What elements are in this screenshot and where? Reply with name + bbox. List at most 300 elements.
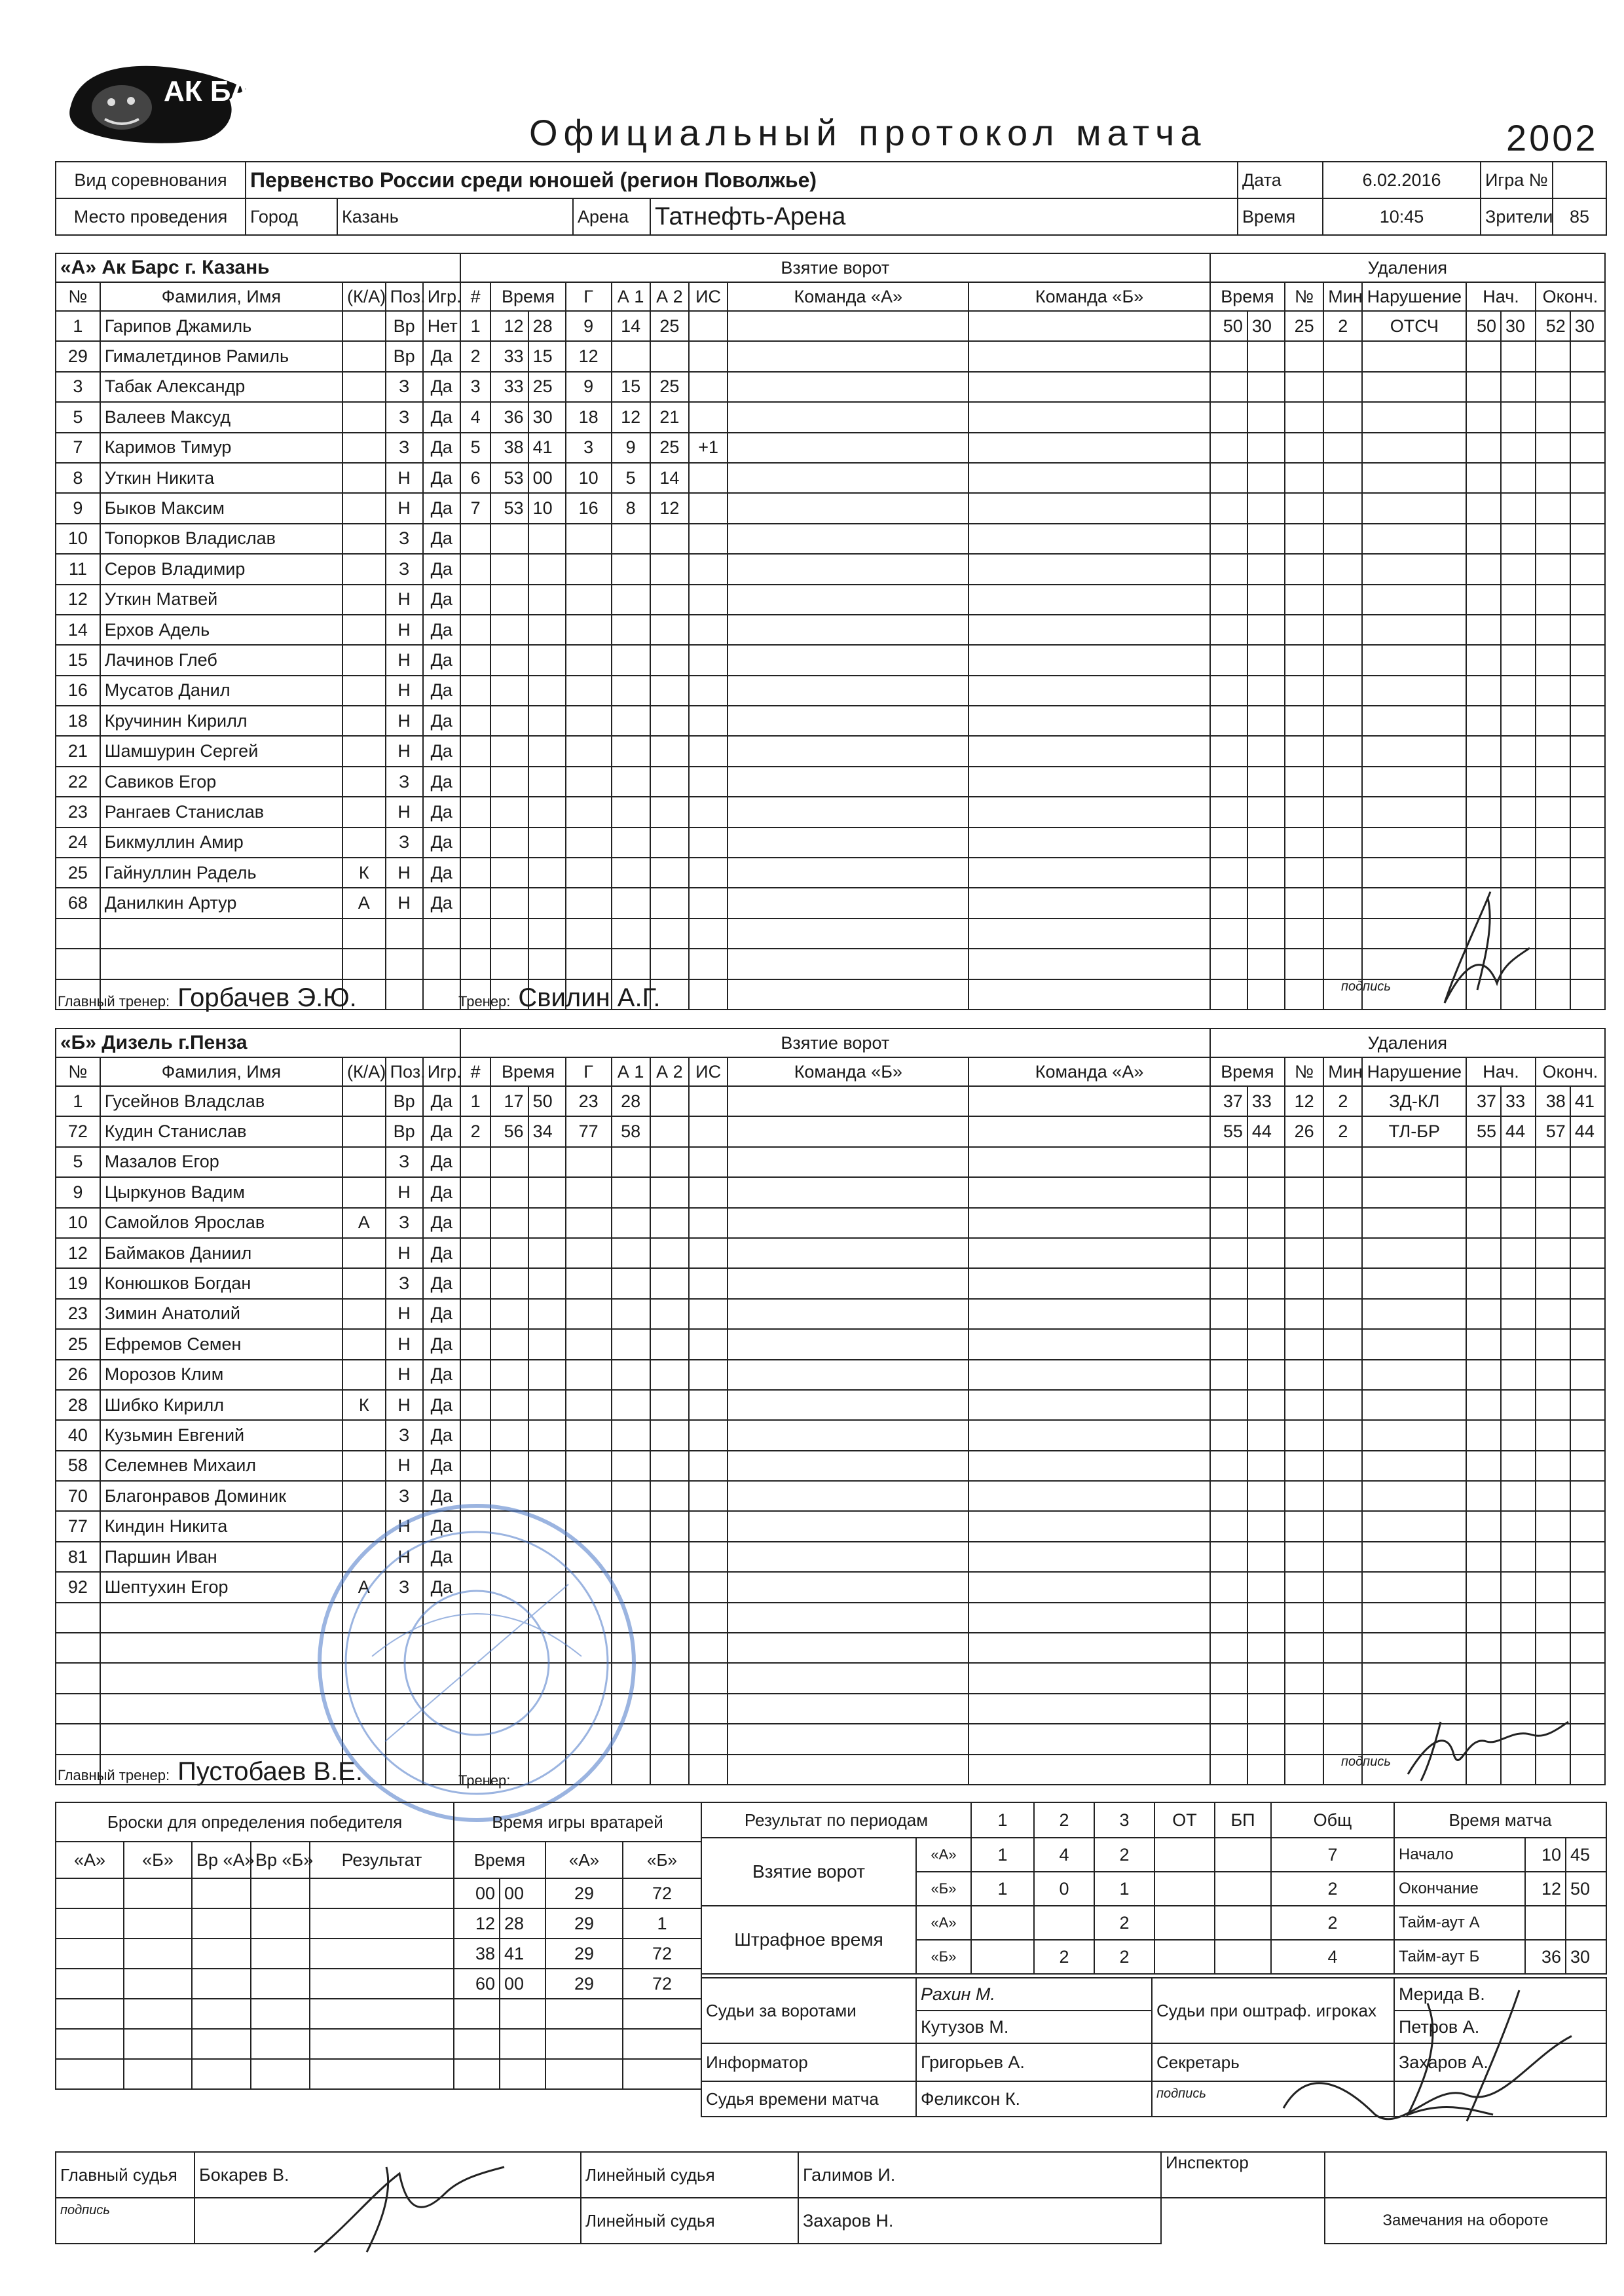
pen-sec (1247, 888, 1285, 918)
pen-end-min (1536, 736, 1570, 766)
pen-start-min (1466, 1360, 1501, 1390)
goals-team-1-cell (728, 1360, 969, 1390)
header-pos: Поз. (386, 282, 423, 311)
pen-end-sec (1570, 736, 1605, 766)
pen-end-sec (1570, 1451, 1605, 1481)
header-info-table (55, 161, 1607, 236)
player-row (56, 402, 1605, 432)
pen-end-min (1536, 706, 1570, 736)
goalie-time-min: 00 (454, 1878, 500, 1908)
pen-start-sec (1501, 1511, 1536, 1541)
game-number: 2002 (1506, 117, 1598, 158)
pen-player (1285, 585, 1323, 615)
goals-b-value (1215, 1872, 1271, 1906)
goal-idx (460, 585, 491, 615)
goals-team-2-cell (969, 463, 1209, 493)
timeout-b-label: Тайм-аут Б (1394, 1940, 1525, 1974)
goals-team-1-cell (728, 433, 969, 463)
shootout-cell (251, 2029, 310, 2059)
goal-assist-1 (612, 797, 650, 827)
goal-assist-2: 14 (650, 463, 689, 493)
shootout-title: Броски для определения победителя (56, 1802, 454, 1842)
goal-assist-1 (612, 1238, 650, 1268)
goal-min (490, 1360, 528, 1390)
goals-team-1-cell (728, 949, 969, 979)
pen-player (1285, 767, 1323, 797)
pen-player (1285, 645, 1323, 675)
pen-min (1210, 1420, 1247, 1450)
player-name: Гусейнов Владслав (100, 1086, 342, 1116)
header-pen-time: Время (1210, 1057, 1285, 1086)
goal-idx (460, 767, 491, 797)
goal-judge-2: Кутузов М. (916, 2011, 1152, 2043)
player-row (56, 1633, 1605, 1663)
goalie-b: 72 (623, 1969, 701, 1999)
pen-player (1285, 736, 1323, 766)
pen-end-sec (1570, 797, 1605, 827)
player-row (56, 858, 1605, 888)
pen-start-sec (1501, 463, 1536, 493)
goals-a-value: 7 (1271, 1838, 1394, 1872)
goal-assist-1 (612, 1420, 650, 1450)
pen-start-min (1466, 1481, 1501, 1511)
header-goal-is: ИС (689, 1057, 728, 1086)
header-goal-time: Время (490, 1057, 565, 1086)
pen-min (1210, 585, 1247, 615)
pen-start-sec (1501, 1360, 1536, 1390)
player-pos: Вр (386, 341, 423, 371)
goal-strength (689, 1451, 728, 1481)
goal-assist-2 (650, 1086, 689, 1116)
date-value: 6.02.2016 (1323, 162, 1481, 198)
player-row (56, 1542, 1605, 1572)
player-name: Шамшурин Сергей (100, 736, 342, 766)
player-num: 9 (56, 1177, 100, 1207)
goal-assist-2: 25 (650, 311, 689, 341)
pen-end-sec (1570, 524, 1605, 554)
shootout-cell (251, 1878, 310, 1908)
player-row (56, 1329, 1605, 1359)
player-played: Да (423, 524, 460, 554)
player-row (56, 645, 1605, 675)
pen-start-sec (1501, 493, 1536, 523)
header-pen-num: № (1285, 282, 1323, 311)
player-pos: Н (386, 463, 423, 493)
goals-a-value: 2 (1094, 1838, 1154, 1872)
pen-min (1210, 979, 1247, 1010)
player-num: 12 (56, 1238, 100, 1268)
player-num: 12 (56, 585, 100, 615)
pen-minutes (1323, 1633, 1362, 1663)
goal-min (490, 767, 528, 797)
time-label: Время (1238, 198, 1323, 235)
pen-start-min (1466, 341, 1501, 371)
goal-sec (528, 858, 566, 888)
goals-team-2-cell (969, 676, 1209, 706)
pen-start-min (1466, 585, 1501, 615)
pen-min (1210, 554, 1247, 584)
pen-sec (1247, 493, 1285, 523)
player-ka (342, 554, 386, 584)
pim-a-team: «А» (916, 1906, 971, 1940)
goal-assist-1: 9 (612, 433, 650, 463)
player-pos (386, 979, 423, 1010)
goal-assist-1 (612, 585, 650, 615)
penalty-judges-label: Судьи при оштраф. игроках (1152, 1978, 1394, 2043)
goal-min (490, 797, 528, 827)
goal-sec: 28 (528, 311, 566, 341)
pen-start-min: 37 (1466, 1086, 1501, 1116)
pen-min (1210, 1238, 1247, 1268)
goal-idx: 1 (460, 311, 491, 341)
goal-idx (460, 1177, 491, 1207)
player-name: Валеев Максуд (100, 402, 342, 432)
pen-end-sec (1570, 1268, 1605, 1298)
goal-strength (689, 311, 728, 341)
pen-min (1210, 1268, 1247, 1298)
goalie-time-table (453, 1802, 702, 2090)
goals-team-2-cell (969, 1542, 1209, 1572)
pen-start-sec (1501, 1603, 1536, 1633)
pen-violation (1362, 706, 1466, 736)
player-played: Да (423, 888, 460, 918)
player-played: Да (423, 676, 460, 706)
pen-player (1285, 433, 1323, 463)
goal-assist-2: 12 (650, 493, 689, 523)
pen-end-min: 57 (1536, 1116, 1570, 1146)
date-label: Дата (1238, 162, 1323, 198)
goal-strength (689, 1177, 728, 1207)
goal-assist-2 (650, 858, 689, 888)
pen-player (1285, 706, 1323, 736)
pen-minutes (1323, 1724, 1362, 1754)
goal-min (490, 585, 528, 615)
player-played: Да (423, 1299, 460, 1329)
goal-sec: 15 (528, 341, 566, 371)
pen-start-min (1466, 828, 1501, 858)
shootout-cell (56, 1878, 124, 1908)
goalie-b (623, 1999, 701, 2029)
goal-strength (689, 1420, 728, 1450)
pen-player (1285, 615, 1323, 645)
pen-start-sec (1501, 706, 1536, 736)
goals-team-1-cell (728, 1603, 969, 1633)
shootout-cell (124, 1999, 192, 2029)
goals-b-value: 1 (971, 1872, 1034, 1906)
goal-idx (460, 797, 491, 827)
pen-end-sec (1570, 1420, 1605, 1450)
penalty-judge-1: Мерида В. (1394, 1978, 1606, 2011)
goals-team-2-cell (969, 1360, 1209, 1390)
pen-minutes (1323, 767, 1362, 797)
goals-b-value: 1 (1094, 1872, 1154, 1906)
goals-team-1-cell (728, 797, 969, 827)
goal-assist-2 (650, 524, 689, 554)
pen-min (1210, 1481, 1247, 1511)
goal-min: 17 (490, 1086, 528, 1116)
player-pos: З (386, 828, 423, 858)
pen-violation (1362, 1147, 1466, 1177)
pen-violation: ЗД-КЛ (1362, 1086, 1466, 1116)
pen-start-sec (1501, 1633, 1536, 1663)
pim-b-value (1215, 1940, 1271, 1974)
match-start-label: Начало (1394, 1838, 1525, 1872)
pen-end-min (1536, 919, 1570, 949)
goals-team-2-cell (969, 1420, 1209, 1450)
team-a-head-coach: Главный тренер: Горбачев Э.Ю. (58, 983, 357, 1012)
player-played (423, 919, 460, 949)
header-played: Игр. (423, 1057, 460, 1086)
goal-assist-1 (612, 736, 650, 766)
goal-assist-1 (612, 676, 650, 706)
goal-scorer (566, 585, 612, 615)
goal-strength (689, 919, 728, 949)
pen-start-min (1466, 1268, 1501, 1298)
player-num: 92 (56, 1572, 100, 1602)
pen-sec (1247, 949, 1285, 979)
goal-strength (689, 615, 728, 645)
player-name: Кузьмин Евгений (100, 1420, 342, 1450)
pen-end-sec: 30 (1570, 311, 1605, 341)
goal-assist-1 (612, 828, 650, 858)
goal-sec (528, 585, 566, 615)
pen-min (1210, 1542, 1247, 1572)
goal-scorer (566, 554, 612, 584)
player-num: 21 (56, 736, 100, 766)
player-pos: Н (386, 888, 423, 918)
goals-team-2-cell (969, 1511, 1209, 1541)
shootout-cell (56, 2029, 124, 2059)
goals-a-value (1154, 1838, 1215, 1872)
pen-start-sec (1501, 645, 1536, 675)
player-played: Да (423, 402, 460, 432)
goal-assist-2 (650, 1238, 689, 1268)
player-num (56, 1663, 100, 1693)
pen-start-min: 55 (1466, 1116, 1501, 1146)
pen-start-sec (1501, 828, 1536, 858)
goal-min (490, 949, 528, 979)
player-name: Серов Владимир (100, 554, 342, 584)
player-num (56, 919, 100, 949)
goalie-a: 29 (545, 1908, 623, 1939)
goal-assist-1: 28 (612, 1086, 650, 1116)
pen-minutes (1323, 919, 1362, 949)
goalie-a (545, 2029, 623, 2059)
player-pos: Н (386, 1299, 423, 1329)
pen-end-sec (1570, 1755, 1605, 1785)
pen-min (1210, 1329, 1247, 1359)
pen-end-sec (1570, 1360, 1605, 1390)
goal-scorer: 18 (566, 402, 612, 432)
player-ka: А (342, 888, 386, 918)
goal-assist-1 (612, 645, 650, 675)
goal-scorer: 77 (566, 1116, 612, 1146)
player-played: Да (423, 767, 460, 797)
pen-player (1285, 676, 1323, 706)
logo-text: АК БАРС (164, 75, 290, 107)
pen-minutes (1323, 1329, 1362, 1359)
player-pos: З (386, 372, 423, 402)
pen-player: 26 (1285, 1116, 1323, 1146)
goals-team-1-cell (728, 311, 969, 341)
pen-start-min (1466, 615, 1501, 645)
goals-a-value: 1 (971, 1838, 1034, 1872)
player-pos (386, 949, 423, 979)
goals-team-1-cell (728, 615, 969, 645)
player-pos: З (386, 1420, 423, 1450)
pim-a-value (1215, 1906, 1271, 1940)
player-played: Да (423, 828, 460, 858)
pen-violation (1362, 645, 1466, 675)
goals-team-2-cell (969, 1755, 1209, 1785)
goals-team-1-cell (728, 676, 969, 706)
pen-start-sec (1501, 341, 1536, 371)
header-name: Фамилия, Имя (100, 282, 342, 311)
goal-sec (528, 797, 566, 827)
competition-value: Первенство России среди юношей (регион Поволжье) (246, 162, 1238, 198)
goal-assist-2 (650, 615, 689, 645)
goal-assist-2 (650, 1329, 689, 1359)
shootout-cell (56, 2059, 124, 2089)
shootout-cell (192, 1999, 251, 2029)
pen-start-min (1466, 1390, 1501, 1420)
shootout-cell (124, 2059, 192, 2089)
pen-end-sec (1570, 554, 1605, 584)
pen-violation (1362, 828, 1466, 858)
pen-min (1210, 1663, 1247, 1693)
goal-sec: 34 (528, 1116, 566, 1146)
pen-violation (1362, 1451, 1466, 1481)
period-header-so: БП (1215, 1802, 1271, 1838)
pen-end-min (1536, 828, 1570, 858)
pen-end-min (1536, 1299, 1570, 1329)
goalie-time-min (454, 2059, 500, 2089)
pen-min (1210, 463, 1247, 493)
pen-start-min (1466, 1329, 1501, 1359)
referees-table (55, 2151, 1607, 2244)
pen-start-min (1466, 1420, 1501, 1450)
player-played: Да (423, 372, 460, 402)
pen-start-sec (1501, 1481, 1536, 1511)
shootout-cell (251, 1908, 310, 1939)
goals-team-1-cell (728, 1724, 969, 1754)
goal-scorer (566, 1329, 612, 1359)
goal-idx: 2 (460, 1116, 491, 1146)
goal-sec (528, 524, 566, 554)
pen-end-sec (1570, 463, 1605, 493)
goals-team-1-cell (728, 1238, 969, 1268)
header-pen-num: № (1285, 1057, 1323, 1086)
pen-start-sec: 44 (1501, 1116, 1536, 1146)
pen-sec (1247, 615, 1285, 645)
goal-assist-2 (650, 1633, 689, 1663)
pen-min (1210, 1208, 1247, 1238)
player-ka (342, 919, 386, 949)
pen-end-min (1536, 585, 1570, 615)
player-name: Мазалов Егор (100, 1147, 342, 1177)
pen-sec (1247, 1633, 1285, 1663)
shootout-cell (124, 1969, 192, 1999)
player-name: Уткин Матвей (100, 585, 342, 615)
pen-sec (1247, 524, 1285, 554)
player-ka (342, 676, 386, 706)
goalie-time-header-b: «Б» (623, 1842, 701, 1878)
player-played: Да (423, 1329, 460, 1359)
player-played: Да (423, 493, 460, 523)
goal-strength (689, 1329, 728, 1359)
header-pen-time: Время (1210, 282, 1285, 311)
pen-end-sec (1570, 828, 1605, 858)
player-num: 58 (56, 1451, 100, 1481)
player-num: 14 (56, 615, 100, 645)
pen-violation (1362, 1268, 1466, 1298)
pen-sec (1247, 1329, 1285, 1359)
pim-b-value: 2 (1034, 1940, 1094, 1974)
pen-minutes (1323, 736, 1362, 766)
pen-start-min (1466, 372, 1501, 402)
goal-assist-1 (612, 524, 650, 554)
goal-min (490, 919, 528, 949)
player-played: Да (423, 706, 460, 736)
pen-violation (1362, 372, 1466, 402)
pen-minutes (1323, 1511, 1362, 1541)
pen-start-min (1466, 1572, 1501, 1602)
ak-bars-logo (65, 60, 290, 147)
goal-sec (528, 1208, 566, 1238)
goals-team-1-cell (728, 828, 969, 858)
player-pos: З (386, 1268, 423, 1298)
pen-start-sec (1501, 1329, 1536, 1359)
pen-min (1210, 1451, 1247, 1481)
goals-team-1-cell (728, 341, 969, 371)
penalties-title: Удаления (1210, 253, 1605, 282)
goals-b-value (1154, 1872, 1215, 1906)
goal-idx (460, 888, 491, 918)
goal-sec (528, 676, 566, 706)
player-num: 1 (56, 311, 100, 341)
pen-start-sec (1501, 433, 1536, 463)
goals-team-1-cell (728, 493, 969, 523)
goals-team-1-cell (728, 554, 969, 584)
goals-team-2-cell (969, 341, 1209, 371)
goal-idx: 5 (460, 433, 491, 463)
goals-team-2-cell (969, 1177, 1209, 1207)
pen-sec (1247, 372, 1285, 402)
goal-assist-1: 8 (612, 493, 650, 523)
pen-start-min (1466, 1451, 1501, 1481)
header-goal-g: Г (566, 1057, 612, 1086)
player-pos: З (386, 1147, 423, 1177)
shootout-header-a: «А» (56, 1842, 124, 1878)
goal-assist-1 (612, 888, 650, 918)
goals-team-2-cell (969, 1663, 1209, 1693)
player-pos: Н (386, 493, 423, 523)
pen-sec (1247, 554, 1285, 584)
player-num: 77 (56, 1511, 100, 1541)
shootout-cell (56, 1939, 124, 1969)
player-played: Да (423, 1360, 460, 1390)
goal-strength (689, 524, 728, 554)
pen-player (1285, 1420, 1323, 1450)
goals-team-2-cell (969, 1390, 1209, 1420)
goal-strength (689, 402, 728, 432)
goal-assist-2 (650, 1147, 689, 1177)
timeout-a-ss (1566, 1906, 1606, 1940)
pen-min (1210, 1603, 1247, 1633)
goal-idx (460, 1299, 491, 1329)
pen-violation (1362, 1481, 1466, 1511)
pen-player (1285, 1451, 1323, 1481)
